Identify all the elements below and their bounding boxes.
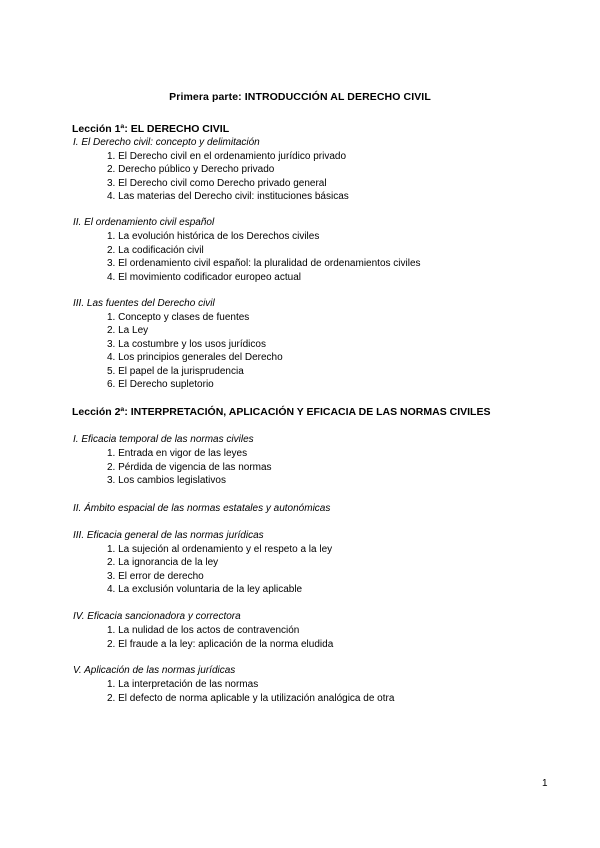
- section-heading: II. El ordenamiento civil español: [73, 217, 215, 228]
- list-item: 1. Concepto y clases de fuentes: [107, 312, 250, 323]
- list-item: 4. Las materias del Derecho civil: instituciones básicas: [107, 191, 349, 202]
- part-title: Primera parte: INTRODUCCIÓN AL DERECHO CIVIL: [169, 91, 431, 103]
- list-item: 1. La nulidad de los actos de contravención: [107, 625, 300, 636]
- section-heading: I. El Derecho civil: concepto y delimitación: [73, 137, 260, 148]
- list-item: 6. El Derecho supletorio: [107, 379, 214, 390]
- list-item: 4. La exclusión voluntaria de la ley aplicable: [107, 584, 303, 595]
- list-item: 2. La codificación civil: [107, 245, 204, 256]
- list-item: 2. Pérdida de vigencia de las normas: [107, 462, 272, 473]
- section-heading: III. Las fuentes del Derecho civil: [73, 298, 215, 309]
- list-item: 2. La Ley: [107, 325, 149, 336]
- list-item: 1. La evolución histórica de los Derechos civiles: [107, 231, 320, 242]
- list-item: 4. Los principios generales del Derecho: [107, 352, 283, 363]
- list-item: 3. El ordenamiento civil español: la pluralidad de ordenamientos civiles: [107, 258, 421, 269]
- list-item: 3. Los cambios legislativos: [107, 475, 226, 486]
- list-item: 2. El defecto de norma aplicable y la utilización analógica de otra: [107, 693, 395, 704]
- list-item: 1. La interpretación de las normas: [107, 679, 259, 690]
- list-item: 1. La sujeción al ordenamiento y el respeto a la ley: [107, 544, 333, 555]
- list-item: 1. El Derecho civil en el ordenamiento jurídico privado: [107, 151, 347, 162]
- page-number: 1: [542, 778, 548, 789]
- list-item: 5. El papel de la jurisprudencia: [107, 366, 244, 377]
- list-item: 3. La costumbre y los usos jurídicos: [107, 339, 266, 350]
- lesson-heading: Lección 1ª: EL DERECHO CIVIL: [72, 123, 230, 135]
- list-item: 1. Entrada en vigor de las leyes: [107, 448, 248, 459]
- list-item: 3. El Derecho civil como Derecho privado general: [107, 178, 327, 189]
- section-heading: IV. Eficacia sancionadora y correctora: [73, 611, 241, 622]
- section-heading: II. Ámbito espacial de las normas estatales y autonómicas: [73, 503, 331, 514]
- list-item: 2. Derecho público y Derecho privado: [107, 164, 275, 175]
- list-item: 2. La ignorancia de la ley: [107, 557, 219, 568]
- list-item: 4. El movimiento codificador europeo actual: [107, 272, 301, 283]
- section-heading: I. Eficacia temporal de las normas civiles: [73, 434, 254, 445]
- section-heading: V. Aplicación de las normas jurídicas: [73, 665, 236, 676]
- section-heading: III. Eficacia general de las normas jurídicas: [73, 530, 264, 541]
- lesson-heading: Lección 2ª: INTERPRETACIÓN, APLICACIÓN Y EFICACIA DE LAS NORMAS CIVILES: [72, 406, 491, 418]
- list-item: 3. El error de derecho: [107, 571, 204, 582]
- list-item: 2. El fraude a la ley: aplicación de la norma eludida: [107, 639, 334, 650]
